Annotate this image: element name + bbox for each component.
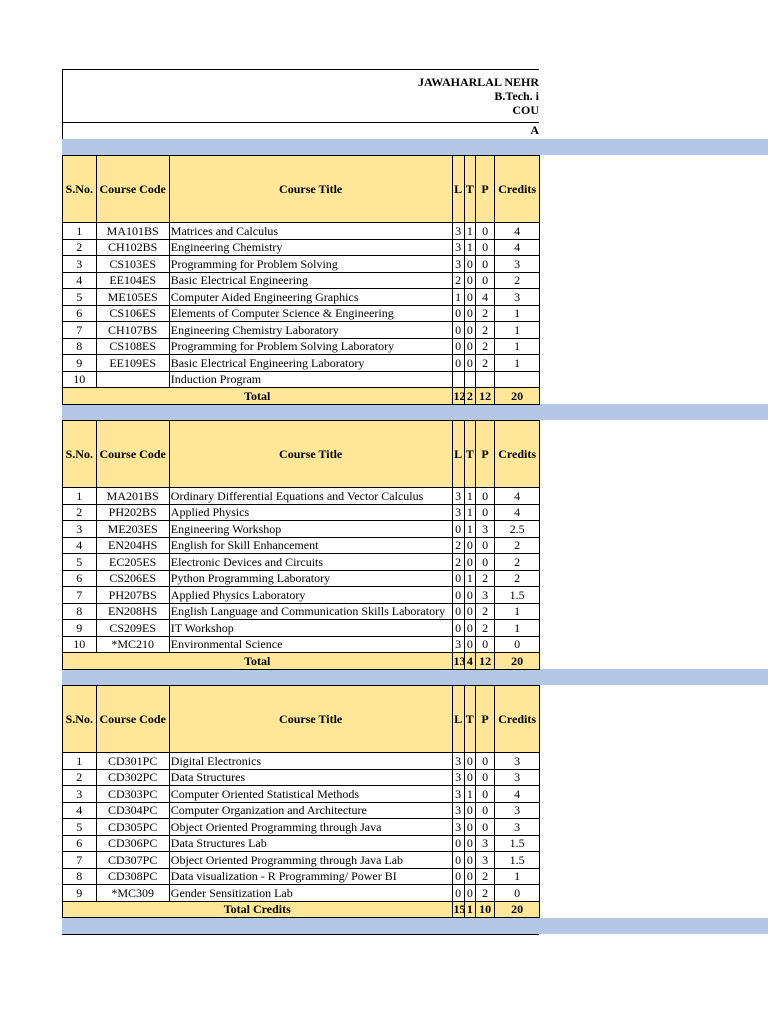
cell-t: 0	[464, 289, 475, 306]
cell-title: Object Oriented Programming through Java	[169, 819, 452, 836]
cell-credits: 2	[495, 554, 540, 571]
cell-sno: 3	[63, 256, 97, 273]
cell-title: Engineering Chemistry	[169, 239, 452, 256]
cell-credits: 3	[495, 769, 540, 786]
table-row	[63, 537, 540, 554]
semester-band-4	[62, 918, 768, 934]
cell-code: ME203ES	[96, 521, 169, 538]
column-header-title: Course Title	[169, 686, 452, 753]
cell-credits: 4	[495, 488, 540, 505]
cell-l: 3	[452, 786, 464, 803]
cell-code: EE109ES	[96, 355, 169, 372]
table-row	[63, 272, 540, 289]
cell-l: 0	[452, 570, 464, 587]
cell-credits: 4	[495, 504, 540, 521]
cell-p: 0	[475, 802, 494, 819]
column-header-credits: Credits	[495, 421, 540, 488]
table-row	[63, 587, 540, 604]
cell-credits: 2	[495, 537, 540, 554]
cell-t: 1	[464, 521, 475, 538]
cell-credits: 1	[495, 355, 540, 372]
column-header-l: L	[452, 686, 464, 753]
total-p: 12	[475, 388, 494, 405]
total-label: Total	[63, 653, 453, 670]
cell-code: CS106ES	[96, 305, 169, 322]
cell-code: *MC309	[96, 885, 169, 902]
table-row	[63, 868, 540, 885]
cell-code: MA101BS	[96, 223, 169, 240]
cell-l: 0	[452, 587, 464, 604]
cell-l: 3	[452, 504, 464, 521]
cell-credits: 3	[495, 802, 540, 819]
cell-l: 0	[452, 885, 464, 902]
cell-t: 0	[464, 802, 475, 819]
cell-title: Induction Program	[169, 371, 452, 388]
cell-p: 2	[475, 570, 494, 587]
cell-title: English for Skill Enhancement	[169, 537, 452, 554]
cell-p: 0	[475, 753, 494, 770]
total-credits: 20	[495, 901, 540, 918]
cell-sno: 3	[63, 521, 97, 538]
cell-credits: 1	[495, 620, 540, 637]
table-row	[63, 570, 540, 587]
cell-t: 0	[464, 819, 475, 836]
cell-sno: 4	[63, 802, 97, 819]
cell-l: 3	[452, 636, 464, 653]
table-row	[63, 322, 540, 339]
cell-sno: 8	[63, 868, 97, 885]
cell-t: 1	[464, 239, 475, 256]
column-header-l: L	[452, 156, 464, 223]
table-row	[63, 769, 540, 786]
cell-credits: 3	[495, 289, 540, 306]
cell-credits: 3	[495, 753, 540, 770]
cell-l: 0	[452, 852, 464, 869]
cell-sno: 4	[63, 272, 97, 289]
table-row	[63, 786, 540, 803]
cell-p: 0	[475, 769, 494, 786]
cell-title: Engineering Workshop	[169, 521, 452, 538]
column-header-t: T	[464, 421, 475, 488]
cell-code: CS103ES	[96, 256, 169, 273]
table-row	[63, 852, 540, 869]
table-row	[63, 636, 540, 653]
cell-credits: 1.5	[495, 587, 540, 604]
cell-t: 0	[464, 338, 475, 355]
table-row	[63, 835, 540, 852]
cell-credits: 4	[495, 239, 540, 256]
cell-code: EN208HS	[96, 603, 169, 620]
cell-t: 1	[464, 223, 475, 240]
cell-sno: 9	[63, 355, 97, 372]
cell-l: 3	[452, 256, 464, 273]
cell-t: 1	[464, 504, 475, 521]
cell-code: PH202BS	[96, 504, 169, 521]
column-header-p: P	[475, 156, 494, 223]
cell-code: CS206ES	[96, 570, 169, 587]
cell-sno: 2	[63, 239, 97, 256]
semester-band-2	[62, 404, 768, 420]
total-row	[63, 653, 540, 670]
table-header-row	[63, 156, 540, 223]
table-row	[63, 239, 540, 256]
column-header-title: Course Title	[169, 421, 452, 488]
cell-credits: 2	[495, 570, 540, 587]
cell-title: Programming for Problem Solving	[169, 256, 452, 273]
total-row	[63, 388, 540, 405]
column-header-code: Course Code	[96, 686, 169, 753]
cell-code: CS209ES	[96, 620, 169, 637]
cell-t: 0	[464, 852, 475, 869]
cell-p	[475, 371, 494, 388]
total-t: 4	[464, 653, 475, 670]
cell-title: Object Oriented Programming through Java Lab	[169, 852, 452, 869]
cell-sno: 2	[63, 504, 97, 521]
cell-title: Ordinary Differential Equations and Vector Calculus	[169, 488, 452, 505]
cell-t: 0	[464, 769, 475, 786]
cell-sno: 10	[63, 636, 97, 653]
cell-credits: 4	[495, 786, 540, 803]
cell-t: 0	[464, 620, 475, 637]
cell-sno: 9	[63, 620, 97, 637]
table-row	[63, 603, 540, 620]
cell-code: CH102BS	[96, 239, 169, 256]
column-header-sno: S.No.	[63, 686, 97, 753]
cell-l: 0	[452, 620, 464, 637]
cell-l: 2	[452, 554, 464, 571]
cell-sno: 6	[63, 835, 97, 852]
cell-title: IT Workshop	[169, 620, 452, 637]
cell-sno: 7	[63, 322, 97, 339]
cell-credits	[495, 371, 540, 388]
total-l: 15	[453, 902, 466, 917]
cell-title: Data Structures	[169, 769, 452, 786]
cell-t: 0	[464, 835, 475, 852]
cell-code	[96, 371, 169, 388]
total-t: 2	[464, 388, 475, 405]
cell-credits: 4	[495, 223, 540, 240]
cell-code: CD301PC	[96, 753, 169, 770]
cell-l: 3	[452, 223, 464, 240]
cell-credits: 1	[495, 305, 540, 322]
cell-p: 0	[475, 636, 494, 653]
cell-code: *MC210	[96, 636, 169, 653]
cell-l: 0	[452, 603, 464, 620]
cell-credits: 3	[495, 819, 540, 836]
semester-1-table	[62, 155, 540, 405]
total-label: Total Credits	[63, 901, 453, 918]
table-row	[63, 521, 540, 538]
column-header-p: P	[475, 686, 494, 753]
cell-p: 2	[475, 620, 494, 637]
table-header-row	[63, 686, 540, 753]
cell-t	[464, 371, 475, 388]
cell-code: CD305PC	[96, 819, 169, 836]
cell-sno: 5	[63, 819, 97, 836]
cell-t: 0	[464, 355, 475, 372]
degree-name: B.Tech. i	[494, 89, 539, 103]
cell-sno: 4	[63, 537, 97, 554]
column-header-credits: Credits	[495, 686, 540, 753]
cell-credits: 1.5	[495, 852, 540, 869]
table-row	[63, 885, 540, 902]
cell-code: EE104ES	[96, 272, 169, 289]
cell-t: 0	[464, 537, 475, 554]
cell-t: 1	[464, 786, 475, 803]
cell-t: 0	[464, 272, 475, 289]
cell-p: 2	[475, 603, 494, 620]
cell-sno: 1	[63, 753, 97, 770]
table-row	[63, 355, 540, 372]
cell-p: 3	[475, 852, 494, 869]
university-name: JAWAHARLAL NEHR	[417, 75, 539, 89]
table-row	[63, 223, 540, 240]
cell-sno: 9	[63, 885, 97, 902]
cell-sno: 8	[63, 338, 97, 355]
cell-title: Engineering Chemistry Laboratory	[169, 322, 452, 339]
cell-l: 2	[452, 272, 464, 289]
total-p: 10	[475, 901, 494, 918]
cell-title: Computer Oriented Statistical Methods	[169, 786, 452, 803]
cell-l: 0	[452, 868, 464, 885]
cell-p: 3	[475, 587, 494, 604]
cell-code: PH207BS	[96, 587, 169, 604]
cell-l	[452, 371, 464, 388]
table-row	[63, 289, 540, 306]
cell-title: Gender Sensitization Lab	[169, 885, 452, 902]
cell-sno: 1	[63, 488, 97, 505]
cell-title: Computer Aided Engineering Graphics	[169, 289, 452, 306]
cell-p: 2	[475, 338, 494, 355]
table-header-row	[63, 421, 540, 488]
cell-p: 4	[475, 289, 494, 306]
cell-code: CD308PC	[96, 868, 169, 885]
cell-t: 1	[464, 488, 475, 505]
cell-p: 0	[475, 554, 494, 571]
cell-p: 3	[475, 521, 494, 538]
cell-l: 0	[452, 355, 464, 372]
cell-title: Electronic Devices and Circuits	[169, 554, 452, 571]
cell-p: 2	[475, 305, 494, 322]
column-header-t: T	[464, 686, 475, 753]
cell-credits: 1	[495, 322, 540, 339]
cell-title: Applied Physics Laboratory	[169, 587, 452, 604]
cell-l: 3	[452, 769, 464, 786]
cell-title: Python Programming Laboratory	[169, 570, 452, 587]
cell-t: 0	[464, 603, 475, 620]
cell-p: 2	[475, 355, 494, 372]
cell-credits: 2	[495, 272, 540, 289]
cell-l: 0	[452, 835, 464, 852]
table-row	[63, 256, 540, 273]
cell-sno: 5	[63, 289, 97, 306]
cell-title: English Language and Communication Skills Laboratory	[169, 603, 452, 620]
total-credits: 20	[495, 653, 540, 670]
cell-l: 3	[452, 802, 464, 819]
cell-l: 0	[452, 305, 464, 322]
cell-t: 0	[464, 885, 475, 902]
cell-sno: 8	[63, 603, 97, 620]
table-row	[63, 753, 540, 770]
cell-p: 0	[475, 256, 494, 273]
cell-code: EN204HS	[96, 537, 169, 554]
cell-l: 3	[452, 239, 464, 256]
table-row	[63, 488, 540, 505]
cell-credits: 1	[495, 603, 540, 620]
column-header-title: Course Title	[169, 156, 452, 223]
cell-t: 0	[464, 868, 475, 885]
total-l: 13	[453, 653, 466, 668]
semester-3-table	[62, 685, 540, 918]
cell-p: 2	[475, 885, 494, 902]
total-credits: 20	[495, 388, 540, 405]
cell-l: 1	[452, 289, 464, 306]
cell-l: 3	[452, 819, 464, 836]
cell-code: CS108ES	[96, 338, 169, 355]
cell-l: 3	[452, 488, 464, 505]
cell-t: 0	[464, 322, 475, 339]
table-row	[63, 338, 540, 355]
cell-p: 0	[475, 223, 494, 240]
cell-p: 0	[475, 239, 494, 256]
cell-p: 0	[475, 819, 494, 836]
cell-t: 0	[464, 587, 475, 604]
table-row	[63, 504, 540, 521]
column-header-code: Course Code	[96, 421, 169, 488]
cell-code: CD304PC	[96, 802, 169, 819]
cell-t: 0	[464, 554, 475, 571]
cell-sno: 5	[63, 554, 97, 571]
cell-credits: 3	[495, 256, 540, 273]
cell-p: 3	[475, 835, 494, 852]
cell-code: CD302PC	[96, 769, 169, 786]
cell-title: Elements of Computer Science & Engineering	[169, 305, 452, 322]
total-t: 1	[464, 901, 475, 918]
semester-band-1	[62, 139, 768, 155]
cell-credits: 2.5	[495, 521, 540, 538]
cell-l: 0	[452, 338, 464, 355]
table-row	[63, 554, 540, 571]
cell-code: EC205ES	[96, 554, 169, 571]
cell-credits: 0	[495, 636, 540, 653]
cell-code: CD307PC	[96, 852, 169, 869]
column-header-l: L	[452, 421, 464, 488]
cell-l: 0	[452, 322, 464, 339]
cell-l: 0	[452, 521, 464, 538]
cell-title: Basic Electrical Engineering	[169, 272, 452, 289]
cell-code: ME105ES	[96, 289, 169, 306]
total-row	[63, 901, 540, 918]
table-row	[63, 819, 540, 836]
cell-credits: 0	[495, 885, 540, 902]
cell-p: 0	[475, 537, 494, 554]
cell-p: 0	[475, 488, 494, 505]
table-row	[63, 620, 540, 637]
column-header-credits: Credits	[495, 156, 540, 223]
cell-t: 0	[464, 305, 475, 322]
cell-title: Applied Physics	[169, 504, 452, 521]
table-row	[63, 802, 540, 819]
cell-p: 2	[475, 868, 494, 885]
total-l: 12	[453, 388, 466, 403]
total-p: 12	[475, 653, 494, 670]
cell-p: 2	[475, 322, 494, 339]
cell-t: 0	[464, 636, 475, 653]
cell-code: CD303PC	[96, 786, 169, 803]
column-header-t: T	[464, 156, 475, 223]
cell-code: MA201BS	[96, 488, 169, 505]
cell-title: Programming for Problem Solving Laboratory	[169, 338, 452, 355]
cell-title: Data visualization - R Programming/ Power BI	[169, 868, 452, 885]
table-row	[63, 305, 540, 322]
cell-sno: 7	[63, 852, 97, 869]
semester-2-table	[62, 420, 540, 670]
cell-p: 0	[475, 272, 494, 289]
cell-sno: 6	[63, 305, 97, 322]
cell-sno: 6	[63, 570, 97, 587]
cell-sno: 10	[63, 371, 97, 388]
academic-year-label: A	[530, 123, 539, 137]
cell-sno: 7	[63, 587, 97, 604]
cell-code: CH107BS	[96, 322, 169, 339]
cell-title: Basic Electrical Engineering Laboratory	[169, 355, 452, 372]
cell-p: 0	[475, 504, 494, 521]
bottom-border	[62, 934, 539, 935]
cell-title: Computer Organization and Architecture	[169, 802, 452, 819]
table-row	[63, 371, 540, 388]
cell-credits: 1.5	[495, 835, 540, 852]
cell-l: 2	[452, 537, 464, 554]
cell-sno: 2	[63, 769, 97, 786]
cell-sno: 3	[63, 786, 97, 803]
column-header-code: Course Code	[96, 156, 169, 223]
cell-title: Data Structures Lab	[169, 835, 452, 852]
cell-p: 0	[475, 786, 494, 803]
semester-band-3	[62, 669, 768, 685]
column-header-p: P	[475, 421, 494, 488]
cell-title: Environmental Science	[169, 636, 452, 653]
cell-credits: 1	[495, 868, 540, 885]
cell-l: 3	[452, 753, 464, 770]
column-header-sno: S.No.	[63, 421, 97, 488]
cell-sno: 1	[63, 223, 97, 240]
cell-title: Matrices and Calculus	[169, 223, 452, 240]
cell-credits: 1	[495, 338, 540, 355]
column-header-sno: S.No.	[63, 156, 97, 223]
cell-code: CD306PC	[96, 835, 169, 852]
total-label: Total	[63, 388, 453, 405]
course-structure-title: COU	[512, 103, 539, 117]
cell-t: 0	[464, 753, 475, 770]
cell-t: 0	[464, 256, 475, 273]
cell-title: Digital Electronics	[169, 753, 452, 770]
cell-t: 1	[464, 570, 475, 587]
